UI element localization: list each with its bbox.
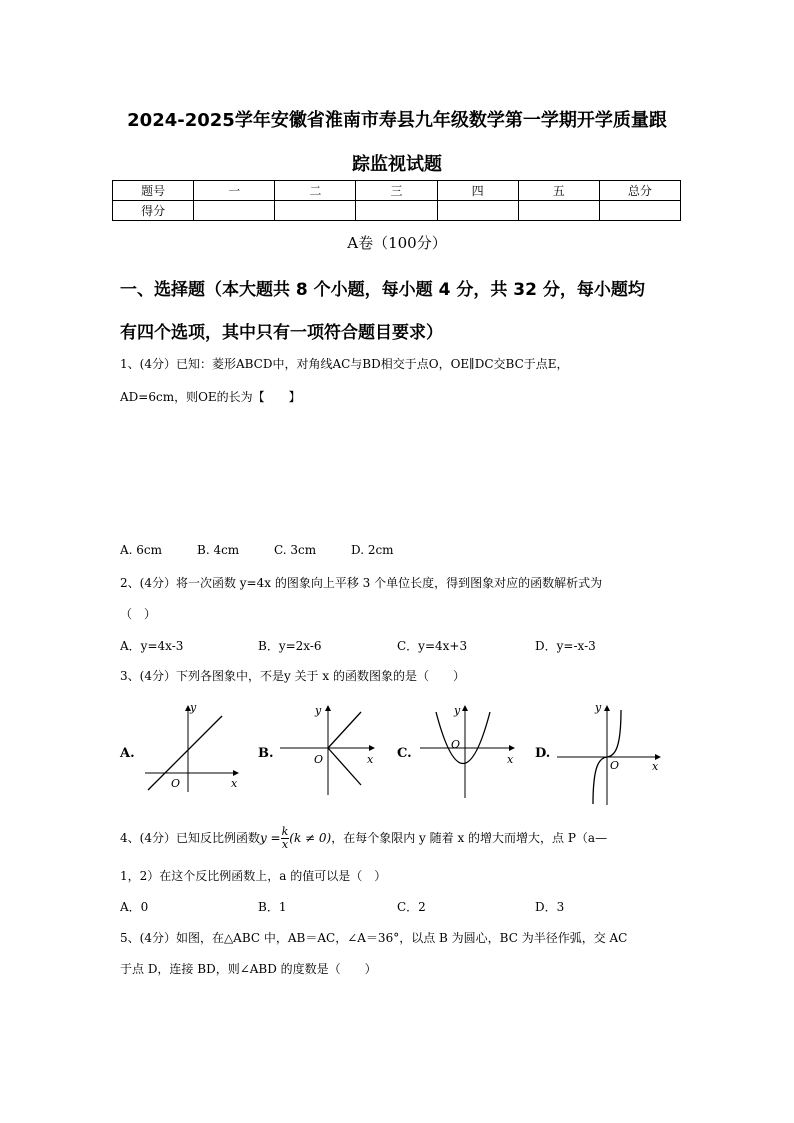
graph-d-x-label: x	[652, 760, 659, 773]
question-4-line2: 1，2）在这个反比例函数上，a 的值可以是（ ）	[120, 869, 387, 883]
formula-denominator: x	[281, 838, 289, 851]
question-2-option-a: A．y=4x-3	[120, 639, 184, 653]
graph-a-x-label: x	[231, 777, 238, 790]
question-1-line1: 1、(4分）已知：菱形ABCD中，对角线AC与BD相交于点O，OE∥DC交BC于点E，	[120, 357, 569, 371]
score-header-cell: 三	[356, 181, 437, 201]
graph-label-d: D.	[535, 746, 551, 761]
question-4-option-b: B．1	[258, 900, 287, 914]
score-cell	[437, 201, 518, 221]
paper-label: A卷（100分）	[347, 234, 447, 252]
score-cell	[599, 201, 680, 221]
score-header-cell: 五	[518, 181, 599, 201]
question-4-option-c: C．2	[397, 900, 426, 914]
score-table-score-row	[113, 201, 681, 221]
formula-fraction	[281, 826, 290, 851]
score-table-header-row	[113, 181, 681, 201]
graph-b-x-label: x	[367, 753, 374, 766]
question-1-option-c: C. 3cm	[274, 543, 317, 557]
question-1-line2: AD=6cm，则OE的长为【 】	[120, 390, 301, 404]
question-1-option-a: A. 6cm	[120, 543, 163, 557]
graph-b-origin-label: O	[314, 753, 324, 766]
graph-label-a: A.	[120, 746, 135, 761]
score-cell	[356, 201, 437, 221]
question-4-option-d: D．3	[535, 900, 565, 914]
graph-c	[418, 700, 518, 800]
graph-a	[142, 700, 242, 795]
question-3-line1: 3、(4分）下列各图象中，不是y 关于 x 的函数图象的是（ ）	[120, 669, 465, 683]
score-header-cell: 总分	[599, 181, 680, 201]
score-table	[112, 180, 681, 221]
question-1-option-d: D. 2cm	[351, 543, 394, 557]
question-2-option-b: B．y=2x-6	[258, 639, 322, 653]
graph-a-y-label: y	[190, 701, 197, 714]
question-2-line2: （ ）	[120, 607, 157, 621]
graph-d-y-label: y	[595, 701, 602, 714]
exam-title-line1: 2024-2025学年安徽省淮南市寿县九年级数学第一学期开学质量跟	[127, 110, 667, 131]
formula-lhs: y =	[259, 831, 281, 845]
graph-c-x-label: x	[507, 753, 514, 766]
question-4-line1	[120, 826, 607, 851]
formula-numerator: k	[281, 825, 289, 838]
question-4-option-a: A．0	[120, 900, 149, 914]
formula-condition: (k ≠ 0)	[289, 831, 332, 845]
section-heading-line2: 有四个选项，其中只有一项符合题目要求）	[120, 323, 443, 343]
question-1-option-b: B. 4cm	[197, 543, 240, 557]
graph-b-y-label: y	[315, 704, 322, 717]
score-header-cell: 题号	[113, 181, 194, 201]
graph-c-y-label: y	[454, 704, 461, 717]
question-2-line1: 2、(4分）将一次函数 y=4x 的图象向上平移 3 个单位长度，得到图象对应的函数解析式为	[120, 576, 603, 590]
score-cell	[518, 201, 599, 221]
score-cell	[194, 201, 275, 221]
score-header-cell: 四	[437, 181, 518, 201]
question-2-option-c: C．y=4x+3	[397, 639, 468, 653]
graph-b	[278, 700, 378, 800]
graph-label-c: C.	[397, 746, 412, 761]
score-cell	[275, 201, 356, 221]
graph-c-origin-label: O	[451, 738, 461, 751]
question-4-suffix: ，在每个象限内 y 随着 x 的增大而增大，点 P（a—	[331, 831, 608, 845]
question-2-option-d: D．y=-x-3	[535, 639, 596, 653]
graph-d-origin-label: O	[610, 759, 620, 772]
graph-d	[555, 700, 665, 810]
graph-a-origin-label: O	[171, 777, 181, 790]
question-5-line1: 5、(4分）如图，在△ABC 中，AB＝AC，∠A＝36°，以点 B 为圆心，BC 为半径作弧，交 AC	[120, 931, 628, 945]
score-row-label: 得分	[113, 201, 194, 221]
graph-label-b: B.	[258, 746, 274, 761]
question-5-line2: 于点 D，连接 BD，则∠ABD 的度数是（ ）	[120, 962, 377, 976]
score-header-cell: 二	[275, 181, 356, 201]
exam-title-line2: 踪监视试题	[352, 154, 442, 175]
question-4-prefix: 4、(4分）已知反比例函数	[120, 831, 260, 845]
section-heading-line1: 一、选择题（本大题共 8 个小题，每小题 4 分，共 32 分，每小题均	[120, 280, 645, 300]
score-header-cell: 一	[194, 181, 275, 201]
